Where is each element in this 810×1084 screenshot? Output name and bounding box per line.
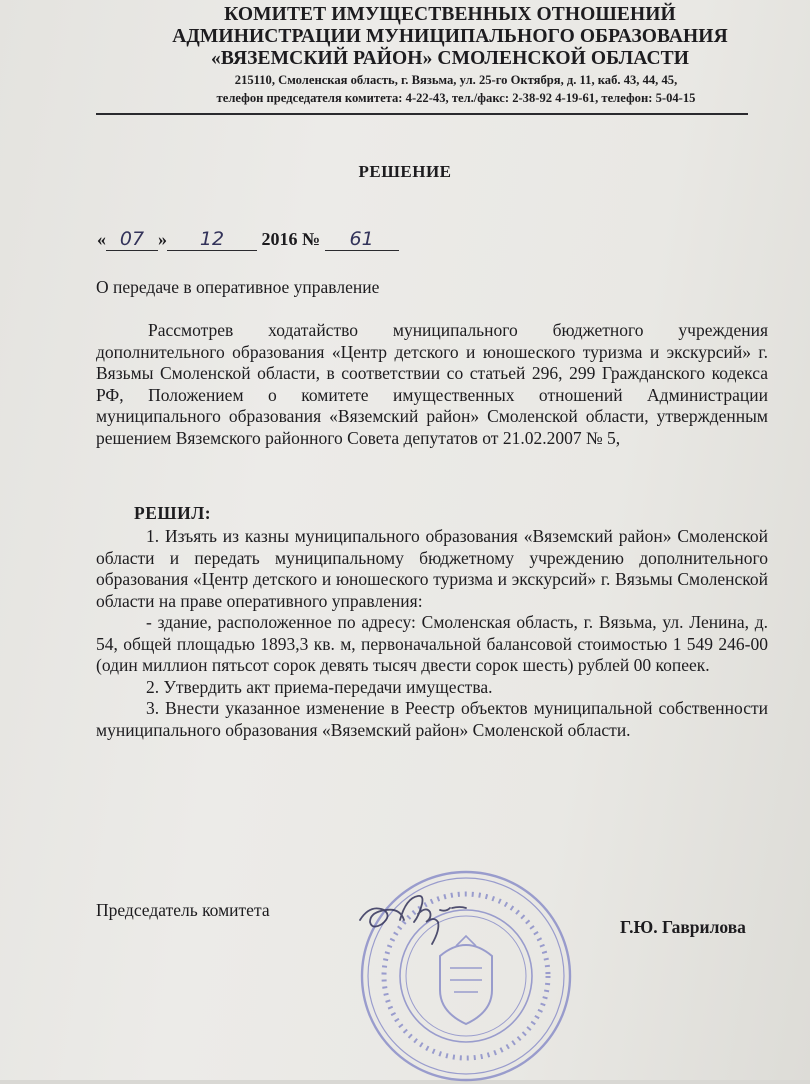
org-line-2: АДМИНИСТРАЦИИ МУНИЦИПАЛЬНОГО ОБРАЗОВАНИЯ — [172, 26, 728, 47]
contact-block — [96, 71, 810, 107]
decision-item-building: - здание, расположенное по адресу: Смоленская область, г. Вязьма, ул. Ленина, д. 54, общей площадью 1893,3 кв. м, первоначальной балансовой стоимостью 1 549 246-00 (один миллион пятьсот сорок девять тысяч двести сорок шесть) рублей 00 копеек. — [96, 612, 768, 675]
close-quote: » — [158, 229, 167, 249]
decision-item-2: 2. Утвердить акт приема-передачи имущества. — [146, 676, 493, 697]
subject-line: О передаче в оперативное управление — [96, 277, 380, 297]
handwritten-month: 12 — [167, 228, 257, 251]
decision-item-3: 3. Внести указанное изменение в Реестр объектов муниципальной собственности муниципального образования «Вяземский район» Смоленской области. — [96, 698, 768, 740]
org-line-1: КОМИТЕТ ИМУЩЕСТВЕННЫХ ОТНОШЕНИЙ — [224, 4, 676, 25]
decision-items — [96, 526, 768, 741]
signer-name: Г.Ю. Гаврилова — [620, 917, 746, 937]
preamble-paragraph: Рассмотрев ходатайство муниципального бюджетного учреждения дополнительного образования «Центр детского и юношеского туризма и экскурсий» г. Вязьмы Смоленской области, в соответствии со статьей 296, 299 Гражданского кодекса РФ, Положением о комитете имущественных отношений Администрации муниципального образования «Вяземский район» Смоленской области, утвержденным решением Вяземского районного Совета депутатов от 21.02.2007 № 5, — [96, 320, 768, 448]
header-divider — [96, 113, 748, 115]
handwritten-decision-number: 61 — [325, 228, 399, 251]
year-and-number-sign: 2016 № — [261, 229, 321, 249]
signer-position: Председатель комитета — [96, 900, 270, 920]
organization-header — [100, 4, 800, 70]
handwritten-signature — [352, 880, 492, 950]
date-number-line — [97, 228, 399, 251]
document-title: РЕШЕНИЕ — [358, 162, 452, 181]
org-line-3: «ВЯЗЕМСКИЙ РАЙОН» СМОЛЕНСКОЙ ОБЛАСТИ — [210, 48, 690, 69]
resolved-heading: РЕШИЛ: — [134, 503, 212, 523]
phones-line: телефон председателя комитета: 4-22-43, тел./факс: 2-38-92 4-19-61, телефон: 5-04-15 — [216, 91, 696, 105]
address-line: 215110, Смоленская область, г. Вязьма, ул. 25-го Октября, д. 11, каб. 43, 44, 45, — [234, 73, 678, 87]
open-quote: « — [97, 229, 106, 249]
handwritten-day: 07 — [106, 228, 158, 251]
decision-item-1: 1. Изъять из казны муниципального образования «Вяземский район» Смоленской области и передать муниципальному бюджетному учреждению дополнительного образования «Центр детского и юношеского туризма и экскурсий» г. Вязьмы Смоленской области на праве оперативного управления: — [96, 526, 768, 611]
